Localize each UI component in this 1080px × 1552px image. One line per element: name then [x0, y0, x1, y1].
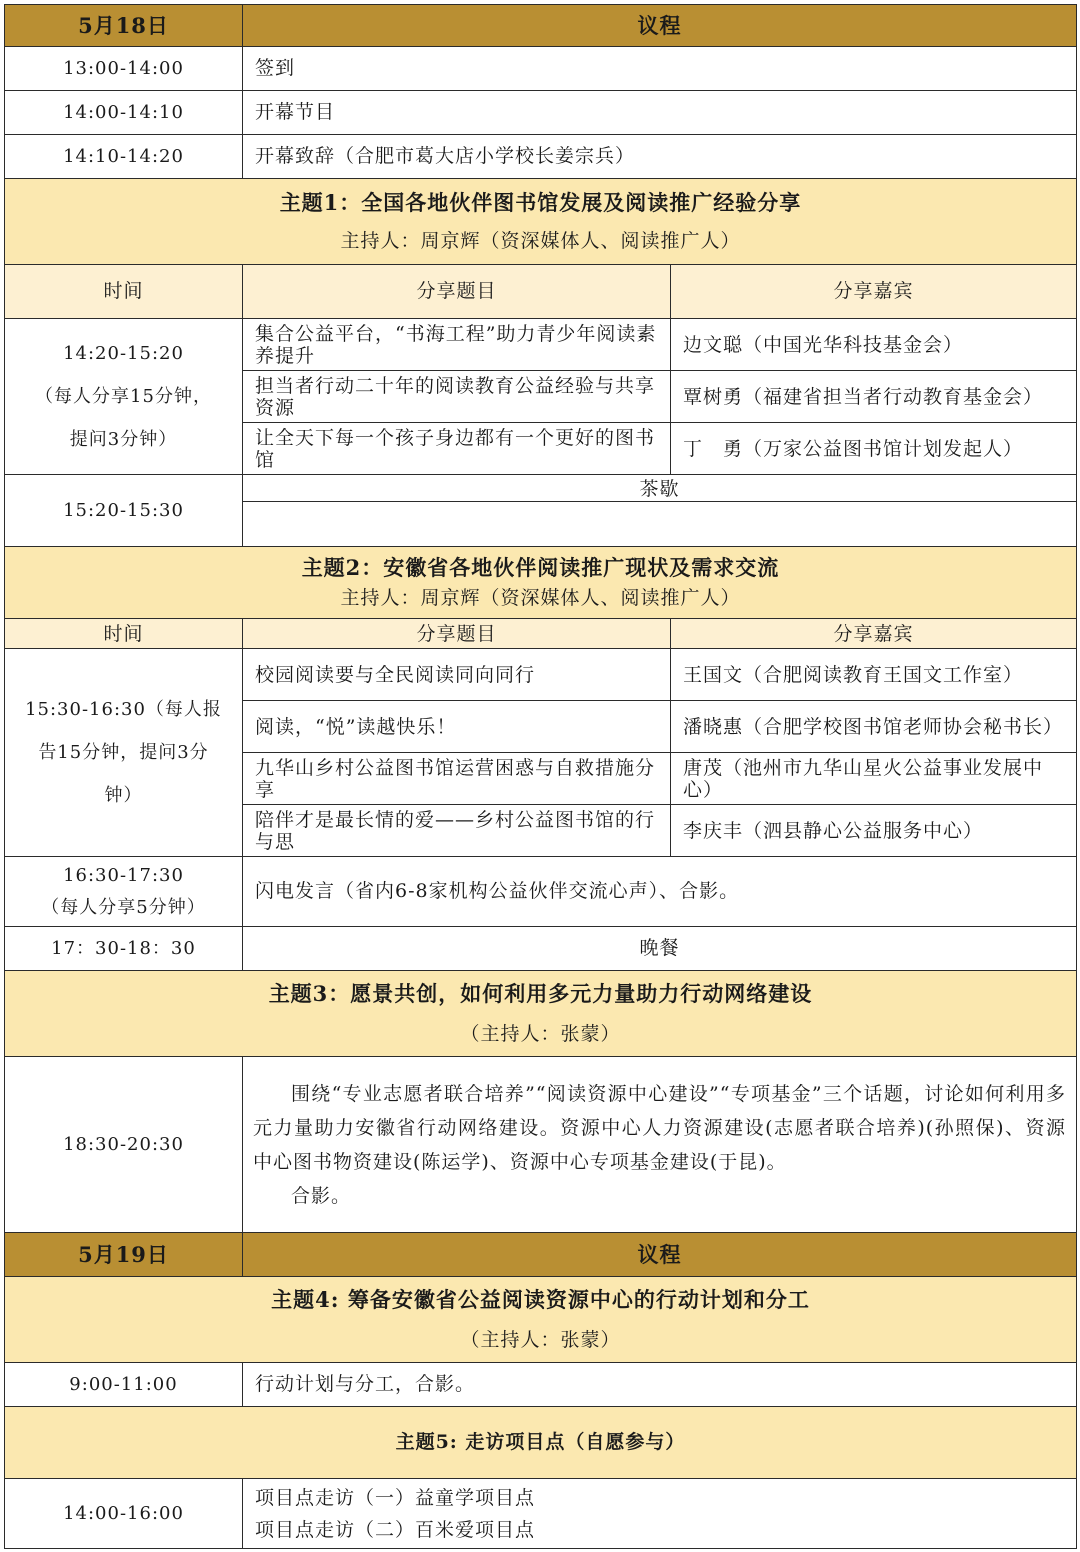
theme2-title: 主题2：安徽省各地伙伴阅读推广现状及需求交流 — [301, 554, 780, 580]
col-header-topic: 分享题目 — [243, 619, 671, 649]
col-header-time: 时间 — [5, 265, 243, 319]
theme4-title: 主题4: 筹备安徽省公益阅读资源中心的行动计划和分工 — [271, 1286, 810, 1312]
item-cell: 开幕节目 — [243, 91, 1077, 135]
guest-cell: 李庆丰（泗县静心公益服务中心） — [671, 805, 1077, 857]
col-header-guest: 分享嘉宾 — [671, 619, 1077, 649]
time-line: 16:30-17:30 — [63, 864, 184, 886]
theme4-host: （主持人：张蒙） — [460, 1328, 621, 1351]
topic-cell: 集合公益平台，“书海工程”助力青少年阅读素养提升 — [243, 319, 671, 371]
list-item: 项目点走访（一）益童学项目点 — [255, 1486, 536, 1509]
day2-agenda-label: 议程 — [243, 1233, 1077, 1277]
theme2-column-headers — [5, 619, 1077, 649]
divider — [243, 501, 1076, 502]
table-row — [5, 1363, 1077, 1407]
theme5-header-row — [5, 1407, 1077, 1479]
theme4-header-row — [5, 1277, 1077, 1363]
time-cell: 14:00-14:10 — [5, 91, 243, 135]
tea-cell — [243, 475, 1077, 547]
theme3-description — [243, 1057, 1077, 1233]
theme1-cell — [5, 179, 1077, 265]
col-header-time: 时间 — [5, 619, 243, 649]
theme3-cell — [5, 971, 1077, 1057]
theme1-host: 主持人：周京辉（资深媒体人、阅读推广人） — [340, 229, 741, 252]
time-line: 告15分钟，提问3分 — [38, 742, 209, 763]
topic-cell: 校园阅读要与全民阅读同向同行 — [243, 649, 671, 701]
theme1-column-headers — [5, 265, 1077, 319]
theme3-content-row — [5, 1057, 1077, 1233]
theme1-title: 主题1：全国各地伙伴图书馆发展及阅读推广经验分享 — [279, 189, 802, 215]
guest-cell: 潘晓惠（合肥学校图书馆老师协会秘书长） — [671, 701, 1077, 753]
list-item: 项目点走访（二）百米爱项目点 — [255, 1518, 536, 1541]
time-cell: 18:30-20:30 — [5, 1057, 243, 1233]
topic-cell: 让全天下每一个孩子身边都有一个更好的图书馆 — [243, 423, 671, 475]
time-line: 14:20-15:20 — [63, 343, 184, 364]
theme3-header-row — [5, 971, 1077, 1057]
item-cell: 行动计划与分工，合影。 — [243, 1363, 1077, 1407]
theme3-title: 主题3：愿景共创，如何利用多元力量助力行动网络建设 — [268, 980, 813, 1006]
lightning-row — [5, 857, 1077, 927]
time-line: （每人分享5分钟） — [41, 896, 206, 918]
table-row — [5, 1479, 1077, 1549]
day2-header-row — [5, 1233, 1077, 1277]
day1-date: 5月18日 — [5, 5, 243, 47]
theme1-time-cell — [5, 319, 243, 475]
time-line: 提问3分钟） — [69, 429, 178, 450]
theme5-title: 主题5: 走访项目点（自愿参与） — [395, 1431, 686, 1453]
guest-cell: 王国文（合肥阅读教育王国文工作室） — [671, 649, 1077, 701]
theme2-host: 主持人：周京辉（资深媒体人、阅读推广人） — [340, 586, 741, 609]
theme2-cell — [5, 547, 1077, 619]
item-cell: 签到 — [243, 47, 1077, 91]
theme4-cell — [5, 1277, 1077, 1363]
guest-cell: 边文聪（中国光华科技基金会） — [671, 319, 1077, 371]
paragraph: 合影。 — [291, 1184, 352, 1207]
table-row — [5, 135, 1077, 179]
tea-label: 茶歇 — [639, 478, 680, 500]
table-row — [5, 47, 1077, 91]
guest-cell: 覃树勇（福建省担当者行动教育基金会） — [671, 371, 1077, 423]
time-cell: 9:00-11:00 — [5, 1363, 243, 1407]
theme3-host: （主持人：张蒙） — [460, 1022, 621, 1045]
theme5-cell — [5, 1407, 1077, 1479]
paragraph: 围绕“专业志愿者联合培养”“阅读资源中心建设”“专项基金”三个话题，讨论如何利用多元力量助力安徽省行动网络建设。资源中心人力资源建设(志愿者联合培养)(孙照保)、资源中心图书物资建设(陈运学)、资源中心专项基金建设(于昆)。 — [253, 1082, 1066, 1173]
tea-time: 15:20-15:30 — [5, 475, 243, 547]
tea-break-row — [5, 475, 1077, 547]
visits-cell — [243, 1479, 1077, 1549]
col-header-topic: 分享题目 — [243, 265, 671, 319]
topic-cell: 陪伴才是最长情的爱——乡村公益图书馆的行与思 — [243, 805, 671, 857]
guest-cell: 丁 勇（万家公益图书馆计划发起人） — [671, 423, 1077, 475]
topic-cell: 担当者行动二十年的阅读教育公益经验与共享资源 — [243, 371, 671, 423]
time-cell: 14:00-16:00 — [5, 1479, 243, 1549]
time-line: 15:30-16:30（每人报 — [25, 699, 222, 720]
item-cell: 开幕致辞（合肥市葛大店小学校长姜宗兵） — [243, 135, 1077, 179]
table-row — [5, 649, 1077, 701]
topic-cell: 九华山乡村公益图书馆运营困惑与自救措施分享 — [243, 753, 671, 805]
day1-agenda-label: 议程 — [243, 5, 1077, 47]
item-cell: 晚餐 — [243, 927, 1077, 971]
table-row — [5, 319, 1077, 371]
day2-date: 5月19日 — [5, 1233, 243, 1277]
col-header-guest: 分享嘉宾 — [671, 265, 1077, 319]
dinner-row — [5, 927, 1077, 971]
item-cell: 闪电发言（省内6-8家机构公益伙伴交流心声）、合影。 — [243, 857, 1077, 927]
agenda-table — [4, 4, 1077, 1549]
theme1-header-row — [5, 179, 1077, 265]
topic-cell: 阅读，“悦”读越快乐！ — [243, 701, 671, 753]
time-cell: 14:10-14:20 — [5, 135, 243, 179]
time-line: 钟） — [104, 785, 143, 806]
guest-cell: 唐茂（池州市九华山星火公益事业发展中心） — [671, 753, 1077, 805]
theme2-time-cell — [5, 649, 243, 857]
time-line: （每人分享15分钟， — [35, 386, 212, 407]
time-cell: 17：30-18：30 — [5, 927, 243, 971]
lightning-time-cell — [5, 857, 243, 927]
day1-header-row — [5, 5, 1077, 47]
table-row — [5, 91, 1077, 135]
theme2-header-row — [5, 547, 1077, 619]
time-cell: 13:00-14:00 — [5, 47, 243, 91]
